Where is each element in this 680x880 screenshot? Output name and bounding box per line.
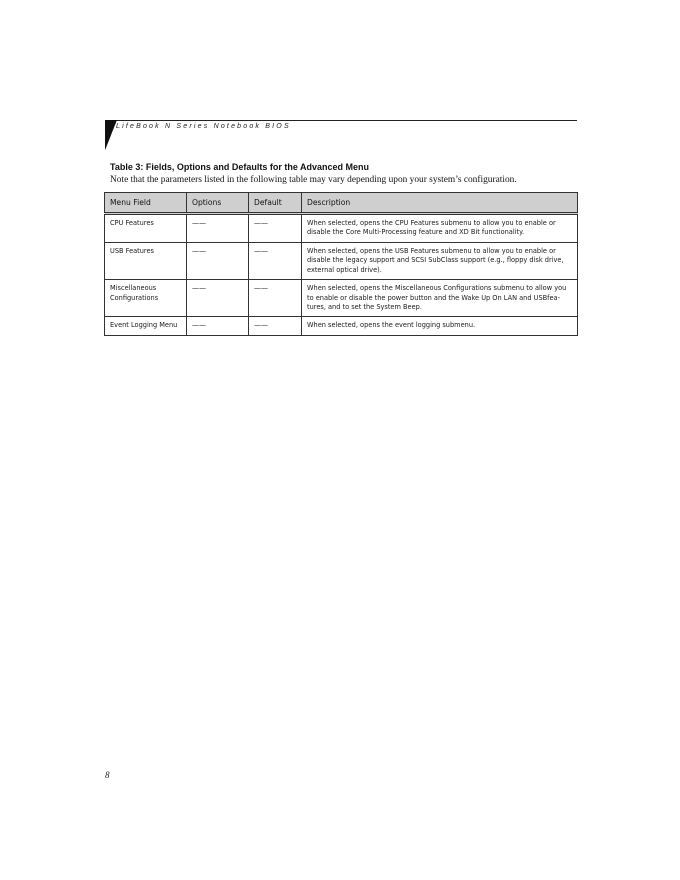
cell-description: When selected, opens the USB Features submenu to allow you to enable or disable the legacy support and SCSI SubClass support (e.g., floppy disk drive, external optical drive).: [302, 243, 578, 280]
cell-default: ——: [249, 280, 302, 317]
cell-description: When selected, opens the event logging submenu.: [302, 317, 578, 336]
cell-options: ——: [187, 214, 249, 243]
cell-options: ——: [187, 280, 249, 317]
table-title: Table 3: Fields, Options and Defaults for the Advanced Menu: [110, 162, 370, 172]
cell-options: ——: [187, 243, 249, 280]
cell-description: When selected, opens the CPU Features submenu to allow you to enable or disable the Core Multi-Processing feature and XD Bit functionality.: [302, 214, 578, 243]
advanced-menu-table: [104, 192, 578, 336]
table-header-row: [105, 193, 578, 214]
header-rule: [105, 120, 577, 121]
cell-options: ——: [187, 317, 249, 336]
page-number: 8: [105, 770, 110, 780]
column-header-default: Default: [249, 193, 302, 214]
cell-default: ——: [249, 317, 302, 336]
table-row: [105, 214, 578, 243]
cell-menu-field: Event Logging Menu: [105, 317, 187, 336]
cell-menu-field: Miscellaneous Configurations: [105, 280, 187, 317]
column-header-options: Options: [187, 193, 249, 214]
table-note: Note that the parameters listed in the following table may vary depending upon your system’s configuration.: [110, 175, 517, 185]
table-row: [105, 317, 578, 336]
table-row: [105, 243, 578, 280]
cell-menu-field: USB Features: [105, 243, 187, 280]
cell-default: ——: [249, 243, 302, 280]
cell-default: ——: [249, 214, 302, 243]
table-row: [105, 280, 578, 317]
cell-menu-field: CPU Features: [105, 214, 187, 243]
column-header-menu-field: Menu Field: [105, 193, 187, 214]
cell-description: When selected, opens the Miscellaneous Configurations submenu to allow you to enable or disable the power button and the Wake Up On LAN and USBfea-tures, and to set the System Beep.: [302, 280, 578, 317]
column-header-description: Description: [302, 193, 578, 214]
running-head: LifeBook N Series Notebook BIOS: [116, 123, 291, 130]
